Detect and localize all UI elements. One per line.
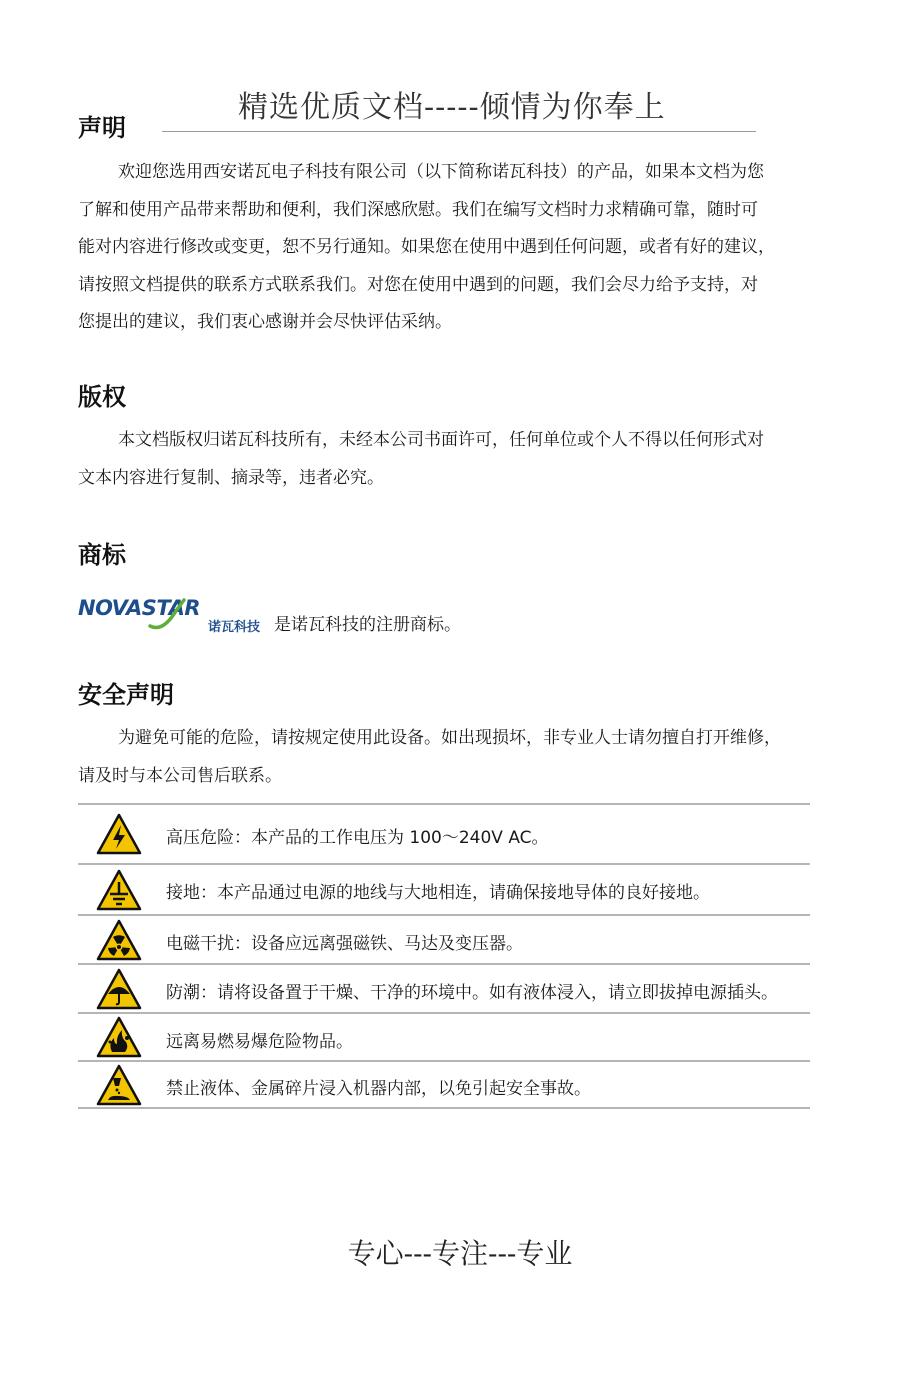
safety-item-text: 禁止液体、金属碎片浸入机器内部，以免引起安全事故。 — [166, 1079, 591, 1099]
safety-row — [78, 863, 810, 914]
section-title-copyright: 版权 — [78, 383, 126, 411]
safety-item-text: 防潮：请将设备置于干燥、干净的环境中。如有液体浸入，请立即拔掉电源插头。 — [166, 983, 778, 1003]
radiation-icon — [96, 919, 142, 961]
section-title-safety: 安全声明 — [78, 681, 174, 709]
safety-paragraph — [78, 720, 830, 795]
trademark-text: 是诺瓦科技的注册商标。 — [274, 614, 461, 635]
statement-paragraph — [78, 154, 830, 342]
logo-swoosh-icon — [146, 598, 186, 632]
safety-item-text: 接地：本产品通过电源的地线与大地相连，请确保接地导体的良好接地。 — [166, 883, 710, 903]
ground-icon — [96, 869, 142, 911]
safety-row — [78, 1012, 810, 1060]
logo-wordmark: NOVASTAR — [78, 596, 200, 620]
copyright-paragraph — [78, 422, 830, 497]
logo-chinese-name: 诺瓦科技 — [208, 620, 261, 635]
safety-item-text: 远离易燃易爆危险物品。 — [166, 1032, 353, 1052]
safety-row — [78, 914, 810, 963]
safety-row — [78, 963, 810, 1012]
paragraph-line: 请及时与本公司售后联系。 — [78, 765, 282, 786]
paragraph-line: 能对内容进行修改或变更，恕不另行通知。如果您在使用中遇到任何问题，或者有好的建议， — [78, 237, 775, 257]
header-rule — [162, 131, 756, 132]
flammable-icon — [96, 1016, 142, 1058]
section-title-statement: 声明 — [78, 114, 126, 142]
paragraph-line: 欢迎您选用西安诺瓦电子科技有限公司（以下简称诺瓦科技）的产品，如果本文档为您 — [118, 162, 764, 182]
safety-row — [78, 803, 810, 863]
paragraph-line: 您提出的建议，我们衷心感谢并会尽快评估采纳。 — [78, 312, 452, 332]
paragraph-line: 请按照文档提供的联系方式联系我们。对您在使用中遇到的问题，我们会尽力给予支持，对 — [78, 274, 758, 295]
safety-item-text: 电磁干扰：设备应远离强磁铁、马达及变压器。 — [166, 934, 523, 954]
trademark-row — [78, 596, 461, 635]
umbrella-icon — [96, 968, 142, 1010]
paragraph-line: 为避免可能的危险，请按规定使用此设备。如出现损坏，非专业人士请勿擅自打开维修， — [118, 728, 781, 748]
novastar-logo — [78, 596, 272, 635]
paragraph-line: 本文档版权归诺瓦科技所有，未经本公司书面许可，任何单位或个人不得以任何形式对 — [118, 430, 764, 450]
corrosive-icon — [96, 1064, 142, 1106]
watermark: 精选优质文档-----倾情为你奉上 — [238, 90, 666, 125]
high-voltage-icon — [96, 813, 142, 855]
paragraph-line: 文本内容进行复制、摘录等，违者必究。 — [78, 467, 384, 488]
safety-item-text: 高压危险：本产品的工作电压为 100～240V AC。 — [166, 828, 549, 848]
safety-row — [78, 1060, 810, 1109]
footer-slogan: 专心---专注---专业 — [347, 1237, 573, 1270]
paragraph-line: 了解和使用产品带来帮助和便利，我们深感欣慰。我们在编写文档时力求精确可靠，随时可 — [78, 199, 758, 220]
section-title-trademark: 商标 — [78, 541, 126, 569]
